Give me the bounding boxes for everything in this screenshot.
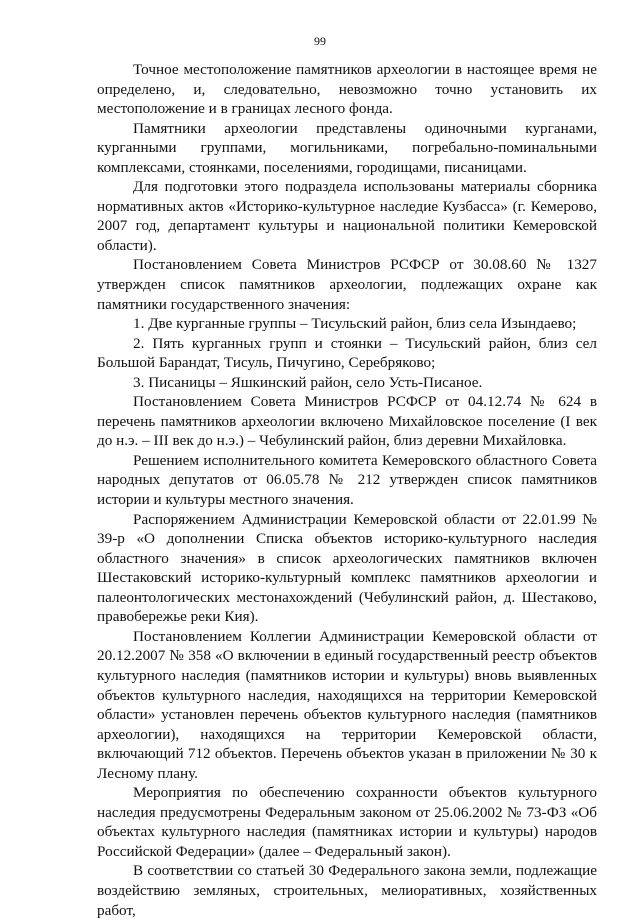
paragraph: Памятники археологии представлены одиночными курганами, курганными группами, могильниками, погребально-поминальными комплексами, стоянками, поселениями, городищами, писаницами. [97,119,597,176]
list-item: 3. Писаницы – Яшкинский район, село Усть-Писаное. [133,373,483,391]
paragraph: Постановлением Коллегии Администрации Кемеровской области от 20.12.2007 № 358 «О включении в единый государственный реестр объектов культурного наследия (памятников истории и культуры) вновь выявленных объектов культурного наследия, находящихся на территории Кемеровской области» установлен перечень объектов культурного наследия (памятников археологии), находящихся на территории Кемеровской области, включающий 712 объектов. Перечень объектов указан в приложении № 30 к Лесному плану. [97,627,597,782]
document-body [97,60,597,920]
list-item: 2. Пять курганных групп и стоянки – Тисульский район, близ сел Большой Барандат, Тисуль, Пичугино, Серебряково; [97,334,597,372]
paragraph: Для подготовки этого подраздела использованы материалы сборника нормативных актов «Историко-культурное наследие Кузбасса» (г. Кемерово, 2007 год, департамент культуры и национальной политики Кемеровской области). [97,178,597,254]
paragraph: Постановлением Совета Министров РСФСР от 30.08.60 № 1327 утвержден список памятников археологии, подлежащих охране как памятники государственного значения: [97,256,597,313]
page-number: 99 [314,34,326,48]
paragraph: Распоряжением Администрации Кемеровской области от 22.01.99 № 39-р «О дополнении Списка объектов историко-культурного наследия областного значения» в список археологических памятников включен Шестаковский историко-культурный комплекс памятников археологии и палеонтологических местонахождений (Чебулинский район, д. Шестаково, правобережье реки Кия). [97,510,597,626]
paragraph: Решением исполнительного комитета Кемеровского областного Совета народных депутатов от 06.05.78 № 212 утвержден список памятников истории и культуры местного значения. [97,451,597,509]
paragraph: Постановлением Совета Министров РСФСР от 04.12.74 № 624 в перечень памятников археологии включено Михайловское поселение (I век до н.э. – III век до н.э.) – Чебулинский район, близ деревни Михайловка. [97,393,597,450]
list-item: 1. Две курганные группы – Тисульский район, близ села Изындаево; [133,315,577,333]
paragraph: В соответствии со статьей 30 Федерального закона земли, подлежащие воздействию земляных, строительных, мелиоративных, хозяйственных работ, [97,862,597,919]
paragraph: Мероприятия по обеспечению сохранности объектов культурного наследия предусмотрены Федеральным законом от 25.06.2002 № 73-ФЗ «Об объектах культурного наследия (памятниках истории и культуры) народов Российской Федерации» (далее – Федеральный закон). [97,784,597,860]
paragraph: Точное местоположение памятников археологии в настоящее время не определено, и, следовательно, невозможно точно установить их местоположение и в границах лесного фонда. [97,61,597,118]
